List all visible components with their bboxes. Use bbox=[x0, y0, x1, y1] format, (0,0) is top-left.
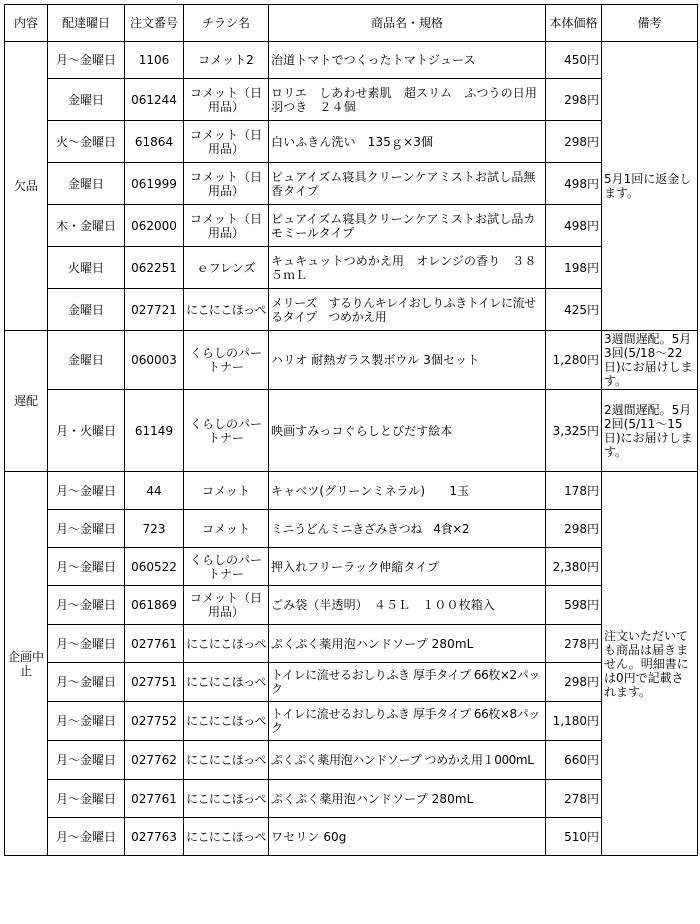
flyer-cell: コメット bbox=[184, 510, 269, 548]
product-cell: ロリエ しあわせ素肌 超スリム ふつうの日用 羽つき ２４個 bbox=[269, 79, 546, 121]
table-row bbox=[5, 289, 698, 331]
delivery-day-cell: 月～金曜日 bbox=[48, 510, 125, 548]
product-cell: キュキュットつめかえ用 オレンジの香り ３８５ｍＬ bbox=[269, 247, 546, 289]
flyer-cell: にこにこほっぺ bbox=[184, 818, 269, 856]
price-cell: 1,280円 bbox=[546, 331, 602, 390]
price-cell: 498円 bbox=[546, 205, 602, 247]
delivery-day-cell: 金曜日 bbox=[48, 163, 125, 205]
flyer-cell: くらしのパートナー bbox=[184, 548, 269, 586]
flyer-cell: にこにこほっぺ bbox=[184, 289, 269, 331]
flyer-cell: コメット（日用品） bbox=[184, 205, 269, 247]
flyer-cell: コメット bbox=[184, 472, 269, 510]
order-no-cell: 44 bbox=[125, 472, 184, 510]
flyer-cell: くらしのパートナー bbox=[184, 331, 269, 390]
price-cell: 450円 bbox=[546, 42, 602, 79]
table-row bbox=[5, 121, 698, 163]
price-cell: 660円 bbox=[546, 741, 602, 780]
product-cell: 映画すみっコぐらしとびだす絵本 bbox=[269, 390, 546, 472]
delivery-day-cell: 月～金曜日 bbox=[48, 586, 125, 625]
flyer-cell: にこにこほっぺ bbox=[184, 741, 269, 780]
table-row bbox=[5, 510, 698, 548]
flyer-cell: コメット2 bbox=[184, 42, 269, 79]
flyer-cell: コメット（日用品） bbox=[184, 79, 269, 121]
order-no-cell: 062000 bbox=[125, 205, 184, 247]
product-cell: ミニうどんミニきざみきつね 4食×2 bbox=[269, 510, 546, 548]
header-product: 商品名・規格 bbox=[269, 5, 546, 42]
table-row bbox=[5, 741, 698, 780]
product-cell: ピュアイズム寝具クリーンケアミストお試し品カモミールタイプ bbox=[269, 205, 546, 247]
flyer-cell: にこにこほっぺ bbox=[184, 663, 269, 702]
table-row bbox=[5, 163, 698, 205]
delivery-day-cell: 月～金曜日 bbox=[48, 702, 125, 741]
order-no-cell: 723 bbox=[125, 510, 184, 548]
table-row bbox=[5, 205, 698, 247]
header-row bbox=[5, 5, 698, 42]
order-no-cell: 027751 bbox=[125, 663, 184, 702]
flyer-cell: にこにこほっぺ bbox=[184, 702, 269, 741]
order-no-cell: 027752 bbox=[125, 702, 184, 741]
delivery-day-cell: 月・火曜日 bbox=[48, 390, 125, 472]
header-note: 備考 bbox=[602, 5, 698, 42]
price-cell: 278円 bbox=[546, 780, 602, 818]
table-row bbox=[5, 390, 698, 472]
product-cell: ぷくぷく薬用泡ハンドソープ 280mL bbox=[269, 780, 546, 818]
order-no-cell: 1106 bbox=[125, 42, 184, 79]
note-out-of-stock: 5月1回に返金します。 bbox=[602, 42, 698, 331]
product-cell: ぷくぷく薬用泡ハンドソープ 280mL bbox=[269, 625, 546, 663]
delivery-day-cell: 月～金曜日 bbox=[48, 42, 125, 79]
note-delayed-2: 2週間遅配。5月2回(5/11～15日)にお届けします。 bbox=[602, 390, 698, 472]
delivery-day-cell: 火～金曜日 bbox=[48, 121, 125, 163]
header-order-no: 注文番号 bbox=[125, 5, 184, 42]
price-cell: 298円 bbox=[546, 121, 602, 163]
table-row bbox=[5, 247, 698, 289]
delivery-day-cell: 火曜日 bbox=[48, 247, 125, 289]
table-row bbox=[5, 548, 698, 586]
price-cell: 298円 bbox=[546, 79, 602, 121]
price-cell: 198円 bbox=[546, 247, 602, 289]
product-cell: トイレに流せるおしりふき 厚手タイプ 66枚×2パック bbox=[269, 663, 546, 702]
category-delayed: 遅配 bbox=[5, 331, 48, 472]
product-cell: ハリオ 耐熱ガラス製ボウル 3個セット bbox=[269, 331, 546, 390]
table-row bbox=[5, 780, 698, 818]
product-cell: 押入れフリーラック伸縮タイプ bbox=[269, 548, 546, 586]
table-row bbox=[5, 663, 698, 702]
order-no-cell: 060522 bbox=[125, 548, 184, 586]
table-row bbox=[5, 702, 698, 741]
delivery-day-cell: 金曜日 bbox=[48, 331, 125, 390]
header-category: 内容 bbox=[5, 5, 48, 42]
price-cell: 3,325円 bbox=[546, 390, 602, 472]
flyer-cell: ｅフレンズ bbox=[184, 247, 269, 289]
order-no-cell: 61864 bbox=[125, 121, 184, 163]
delivery-day-cell: 月～金曜日 bbox=[48, 472, 125, 510]
delivery-day-cell: 月～金曜日 bbox=[48, 548, 125, 586]
header-price: 本体価格 bbox=[546, 5, 602, 42]
notice-table bbox=[4, 4, 698, 856]
order-no-cell: 027763 bbox=[125, 818, 184, 856]
product-cell: トイレに流せるおしりふき 厚手タイプ 66枚×8パック bbox=[269, 702, 546, 741]
product-cell: キャベツ(グリーンミネラル) 1玉 bbox=[269, 472, 546, 510]
order-no-cell: 027761 bbox=[125, 625, 184, 663]
table-row bbox=[5, 472, 698, 510]
delivery-day-cell: 金曜日 bbox=[48, 79, 125, 121]
product-cell: ピュアイズム寝具クリーンケアミストお試し品無香タイプ bbox=[269, 163, 546, 205]
order-no-cell: 061244 bbox=[125, 79, 184, 121]
flyer-cell: コメット（日用品） bbox=[184, 586, 269, 625]
product-cell: メリーズ するりんキレイおしりふきトイレに流せるタイプ つめかえ用 bbox=[269, 289, 546, 331]
product-cell: ぷくぷく薬用泡ハンドソープ つめかえ用１000mL bbox=[269, 741, 546, 780]
order-no-cell: 027761 bbox=[125, 780, 184, 818]
price-cell: 178円 bbox=[546, 472, 602, 510]
flyer-cell: コメット（日用品） bbox=[184, 121, 269, 163]
delivery-day-cell: 月～金曜日 bbox=[48, 818, 125, 856]
product-cell: 治道トマトでつくったトマトジュース bbox=[269, 42, 546, 79]
table-row bbox=[5, 818, 698, 856]
price-cell: 425円 bbox=[546, 289, 602, 331]
delivery-day-cell: 木・金曜日 bbox=[48, 205, 125, 247]
price-cell: 278円 bbox=[546, 625, 602, 663]
price-cell: 510円 bbox=[546, 818, 602, 856]
price-cell: 498円 bbox=[546, 163, 602, 205]
order-no-cell: 61149 bbox=[125, 390, 184, 472]
header-delivery-day: 配達曜日 bbox=[48, 5, 125, 42]
flyer-cell: にこにこほっぺ bbox=[184, 625, 269, 663]
price-cell: 598円 bbox=[546, 586, 602, 625]
delivery-day-cell: 月～金曜日 bbox=[48, 780, 125, 818]
table-row bbox=[5, 331, 698, 390]
category-out-of-stock: 欠品 bbox=[5, 42, 48, 331]
price-cell: 298円 bbox=[546, 510, 602, 548]
flyer-cell: くらしのパートナー bbox=[184, 390, 269, 472]
delivery-day-cell: 月～金曜日 bbox=[48, 625, 125, 663]
order-no-cell: 062251 bbox=[125, 247, 184, 289]
product-cell: ワセリン 60g bbox=[269, 818, 546, 856]
delivery-day-cell: 月～金曜日 bbox=[48, 741, 125, 780]
price-cell: 298円 bbox=[546, 663, 602, 702]
product-cell: ごみ袋（半透明） ４５Ｌ １００枚箱入 bbox=[269, 586, 546, 625]
flyer-cell: にこにこほっぺ bbox=[184, 780, 269, 818]
price-cell: 2,380円 bbox=[546, 548, 602, 586]
flyer-cell: コメット（日用品） bbox=[184, 163, 269, 205]
delivery-day-cell: 月～金曜日 bbox=[48, 663, 125, 702]
note-delayed-1: 3週間遅配。5月3回(5/18～22日)にお届けします。 bbox=[602, 331, 698, 390]
price-cell: 1,180円 bbox=[546, 702, 602, 741]
table-row bbox=[5, 586, 698, 625]
order-no-cell: 027721 bbox=[125, 289, 184, 331]
table-row bbox=[5, 625, 698, 663]
order-no-cell: 027762 bbox=[125, 741, 184, 780]
delivery-day-cell: 金曜日 bbox=[48, 289, 125, 331]
note-cancelled: 注文いただいても商品は届きません。明細書には0円で記載されます。 bbox=[602, 472, 698, 856]
product-cell: 白いふきん洗い 135ｇ×3個 bbox=[269, 121, 546, 163]
table-row bbox=[5, 79, 698, 121]
category-cancelled: 企画中止 bbox=[5, 472, 48, 856]
table-row bbox=[5, 42, 698, 79]
order-no-cell: 061999 bbox=[125, 163, 184, 205]
order-no-cell: 061869 bbox=[125, 586, 184, 625]
header-flyer: チラシ名 bbox=[184, 5, 269, 42]
order-no-cell: 060003 bbox=[125, 331, 184, 390]
